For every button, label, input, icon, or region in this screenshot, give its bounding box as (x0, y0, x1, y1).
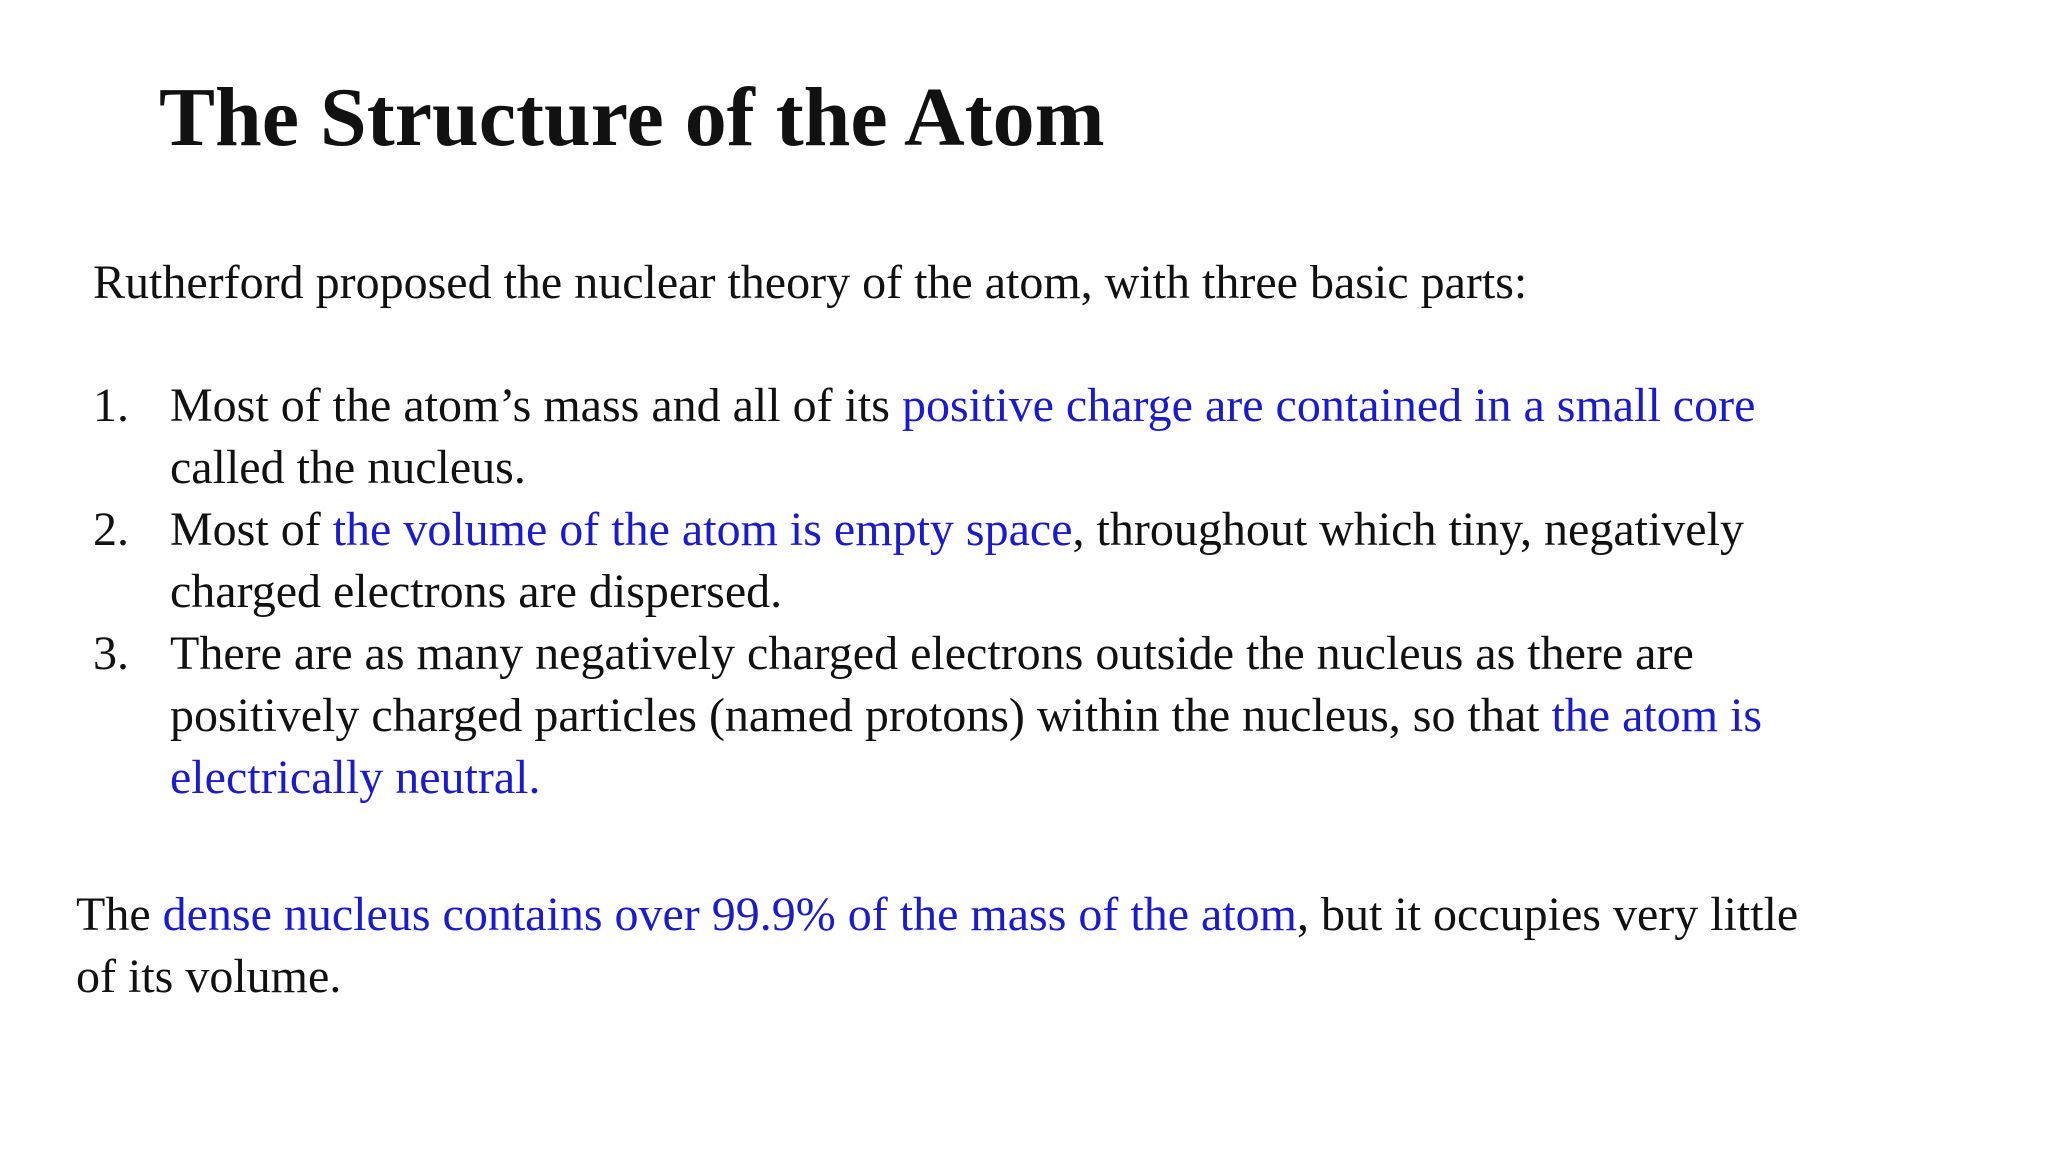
list-item-line (170, 747, 1953, 809)
atom-parts-list (93, 375, 1953, 809)
list-item-line (170, 685, 1953, 747)
closing-text: of its volume. (76, 950, 342, 1003)
list-item (93, 623, 1953, 809)
closing-paragraph (76, 884, 1798, 1008)
highlighted-text: the atom is (1551, 689, 1763, 742)
list-item-line (170, 375, 1953, 437)
list-item-text: called the nucleus. (170, 441, 526, 494)
list-item-line (170, 499, 1953, 561)
list-item (93, 375, 1953, 499)
list-item-line (170, 623, 1953, 685)
list-item-number: 2. (93, 503, 129, 556)
list-item-text: positively charged particles (named protons) within the nucleus, so that (170, 689, 1552, 742)
intro-text: Rutherford proposed the nuclear theory of the atom, with three basic parts: (93, 256, 1528, 309)
highlighted-text: positive charge are contained in a small core (901, 379, 1756, 432)
closing-line (76, 884, 1798, 946)
list-item-number: 3. (93, 627, 129, 680)
list-item-text: , throughout which tiny, negatively (1072, 503, 1744, 556)
highlighted-text: dense nucleus contains over 99.9% of the mass of the atom (162, 888, 1297, 941)
list-item-text: There are as many negatively charged electrons outside the nucleus as there are (170, 627, 1694, 680)
list-item-text: Most of (170, 503, 333, 556)
list-item-number: 1. (93, 379, 129, 432)
closing-text: , but it occupies very little (1297, 888, 1799, 941)
highlighted-text: electrically neutral. (170, 751, 541, 804)
closing-line (76, 946, 1798, 1008)
closing-text: The (76, 888, 163, 941)
slide-title: The Structure of the Atom (159, 71, 1105, 164)
list-item-text: charged electrons are dispersed. (170, 565, 783, 618)
list-item-line (170, 561, 1953, 623)
list-item-text: Most of the atom’s mass and all of its (170, 379, 902, 432)
highlighted-text: the volume of the atom is empty space (332, 503, 1073, 556)
list-item-line (170, 437, 1953, 499)
list-item (93, 499, 1953, 623)
